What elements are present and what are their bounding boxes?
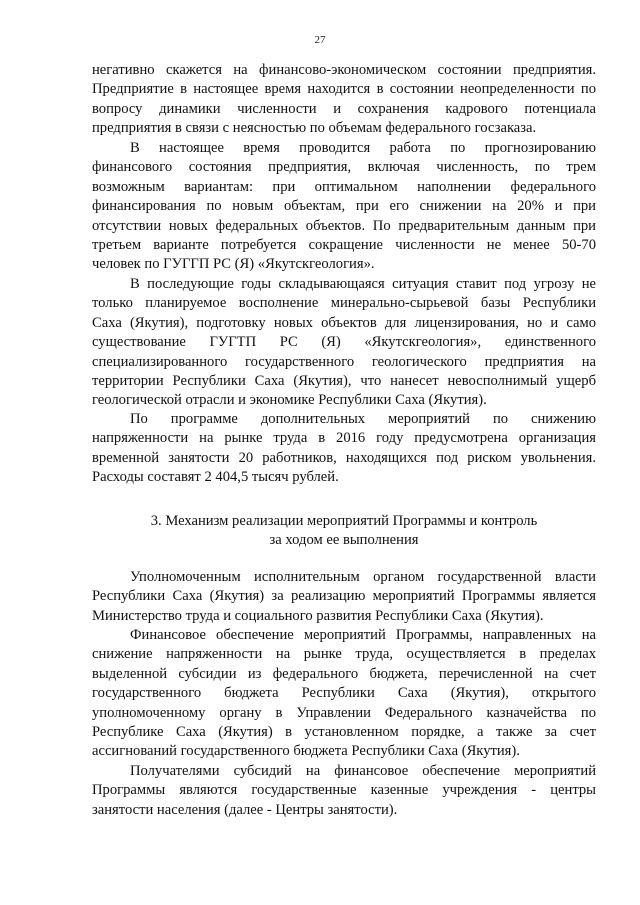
text-line: Программы являются государственные казенные учреждения - центры	[92, 782, 596, 799]
text-line: выделенной субсидии из федерального бюджета, перечисленной на счет	[92, 665, 596, 682]
text-line: существование ГУГТП РС (Я) «Якутскгеология», единственного	[92, 334, 596, 351]
text-line: геологической отрасли и экономике Республики Саха (Якутия).	[92, 392, 487, 409]
text-line: возможным вариантам: при оптимальном наполнении федерального	[92, 178, 596, 195]
text-line: В настоящее время проводится работа по прогнозированию	[130, 140, 596, 156]
text-line: только планируемое восполнение минерально-сырьевой базы Республики	[92, 295, 596, 312]
text-line: Получателями субсидий на финансовое обеспечение мероприятий	[130, 763, 596, 779]
text-line: Расходы составят 2 404,5 тысяч рублей.	[92, 469, 339, 486]
text-line: вопросу динамики численности и сохранения кадрового потенциала	[92, 100, 596, 117]
page-number: 27	[314, 34, 326, 46]
text-line: Финансовое обеспечение мероприятий Программы, направленных на	[130, 627, 596, 643]
text-line: человек по ГУГГП РС (Я) «Якутскгеология».	[92, 256, 375, 273]
text-line: занятости населения (далее - Центры занятости).	[92, 801, 398, 818]
paragraph-4	[92, 410, 596, 488]
text-line: временной занятости 20 работников, находящихся под риском увольнения.	[92, 449, 596, 466]
text-line: специализированного государственного геологического предприятия на	[92, 353, 596, 370]
text-line: Республики Саха (Якутия) за реализацию мероприятий Программы является	[92, 588, 596, 605]
text-line: отсутствии новых федеральных объектов. По предварительным данным при	[92, 217, 596, 234]
text-line: Республике Саха (Якутия) в установленном порядке, а также за счет	[92, 723, 596, 740]
paragraph-1	[92, 61, 596, 139]
text-line: финансового состояния предприятия, включая численность, по трем	[92, 159, 596, 176]
text-line: негативно скажется на финансово-экономическом состоянии предприятия.	[92, 62, 596, 78]
paragraph-3	[92, 275, 596, 411]
text-line: Саха (Якутия), подготовку новых объектов для лицензирования, но и само	[92, 314, 596, 331]
text-line: уполномоченному органу в Управлении Федерального казначейства по	[92, 704, 596, 721]
heading-line: 3. Механизм реализации мероприятий Программы и контроль	[150, 513, 538, 529]
text-line: ассигнований государственного бюджета Республики Саха (Якутия).	[92, 743, 520, 760]
paragraph-5	[92, 568, 596, 626]
paragraph-6	[92, 626, 596, 762]
section-heading	[92, 512, 596, 551]
text-line: В последующие годы складывающаяся ситуация ставит под угрозу не	[130, 276, 596, 292]
paragraph-7	[92, 762, 596, 820]
text-line: территории Республики Саха (Якутия), что нанесет невосполнимый ущерб	[92, 372, 596, 389]
text-line: Уполномоченным исполнительным органом государственной власти	[130, 569, 596, 585]
text-line: третьем варианте потребуется сокращение численности не менее 50-70	[92, 236, 596, 253]
text-line: Предприятие в настоящее время находится в состоянии неопределенности по	[92, 81, 596, 98]
text-line: финансирования по новым объектам, при его снижении на 20% и при	[92, 198, 596, 215]
text-line: Министерство труда и социального развития Республики Саха (Якутия).	[92, 607, 544, 624]
text-line: предприятия в связи с неясностью по объемам федерального госзаказа.	[92, 120, 537, 137]
text-line: снижение напряженности на рынке труда, осуществляется в пределах	[92, 646, 596, 663]
paragraph-2	[92, 139, 596, 275]
heading-line: за ходом ее выполнения	[269, 532, 419, 549]
text-line: государственного бюджета Республики Саха (Якутия), открытого	[92, 685, 596, 702]
text-line: По программе дополнительных мероприятий по снижению	[130, 411, 596, 427]
text-line: напряженности на рынке труда в 2016 году предусмотрена организация	[92, 430, 596, 447]
